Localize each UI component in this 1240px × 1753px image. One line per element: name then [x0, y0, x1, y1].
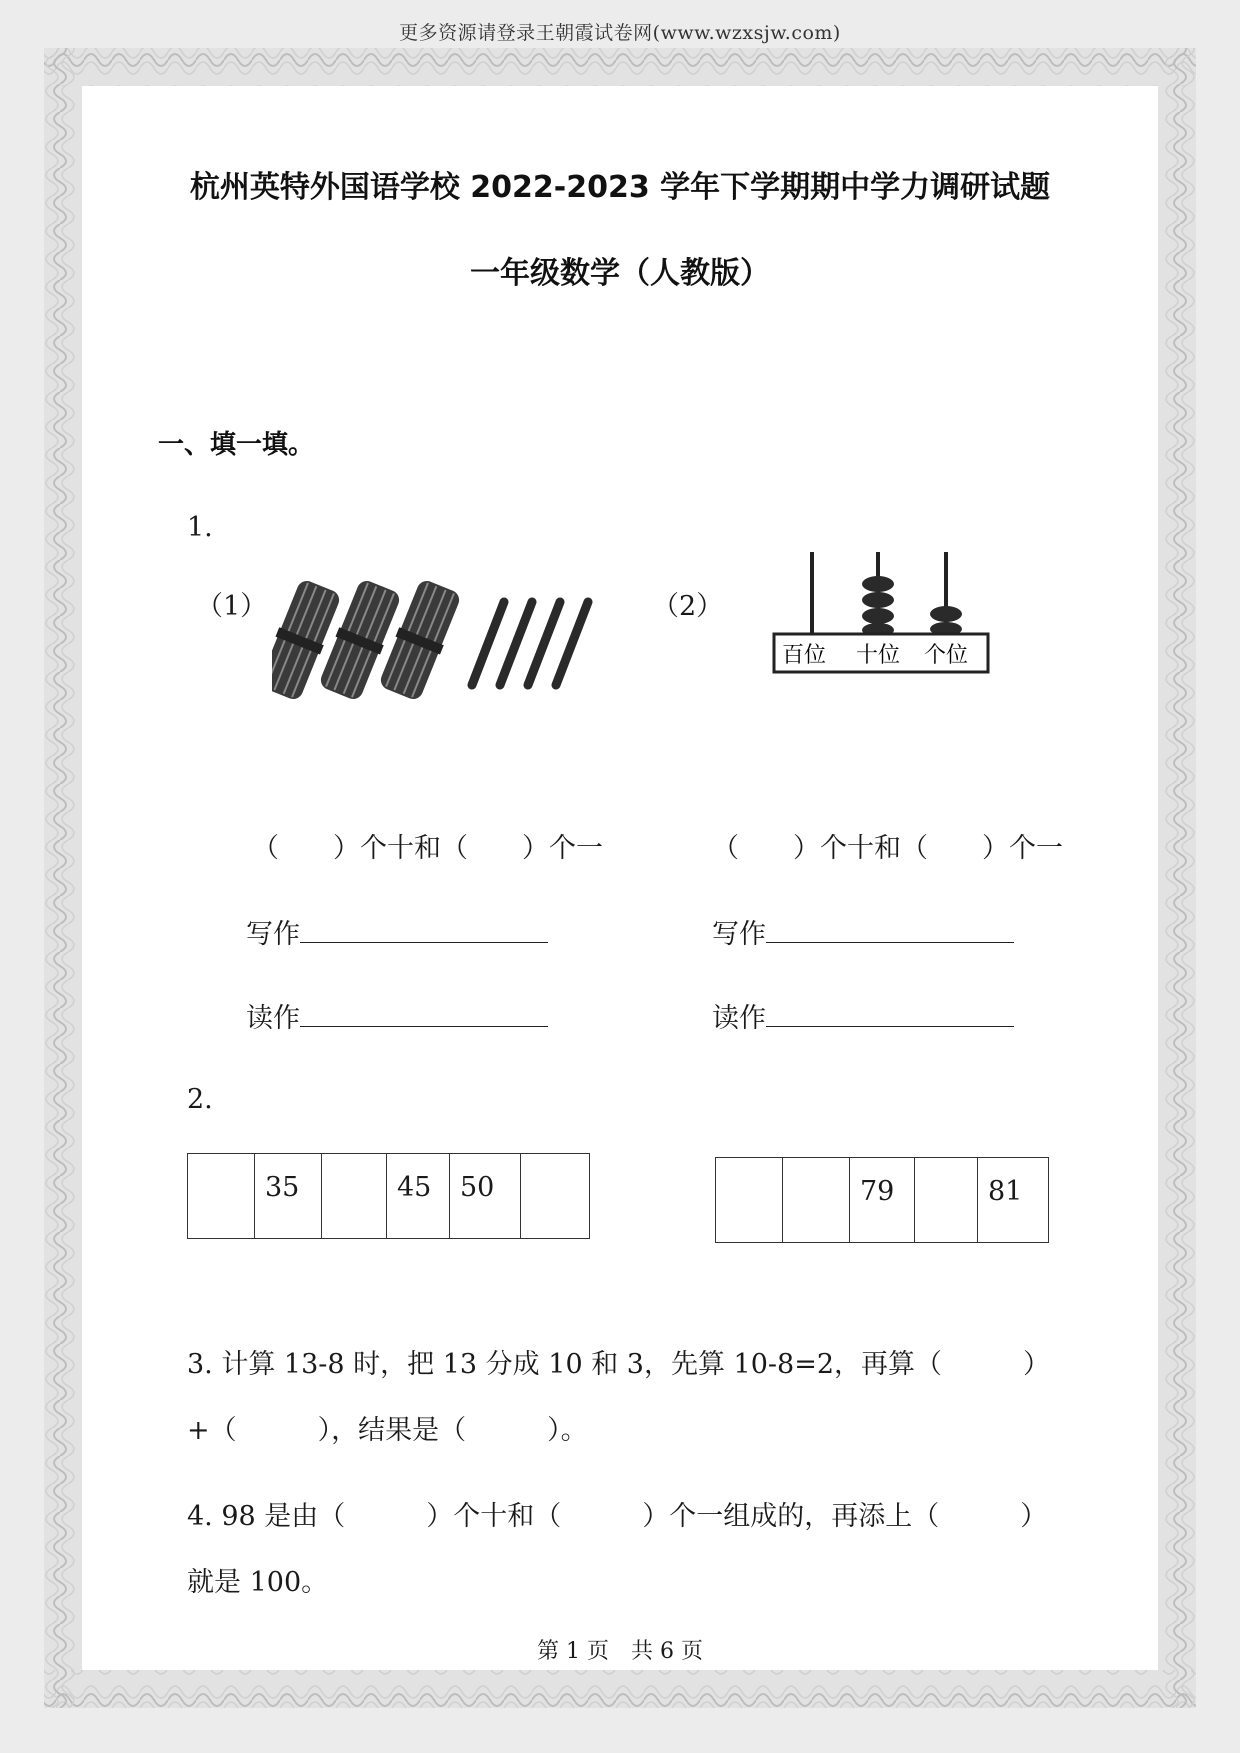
- read-label: 读作: [712, 1003, 766, 1034]
- abacus-image: [766, 548, 996, 674]
- sequence-cell: 81: [978, 1158, 1049, 1243]
- page-footer: 第 1 页 共 6 页: [537, 1639, 703, 1664]
- abacus-label-hundreds: 百位: [781, 643, 827, 668]
- question-4-line-2: 就是 100。: [187, 1567, 329, 1598]
- q1-part1-write-row: [246, 912, 548, 951]
- read-answer-line[interactable]: [300, 1000, 548, 1027]
- sequence-cell[interactable]: [716, 1158, 783, 1243]
- q1-part1-label: （1）: [196, 591, 268, 622]
- sequence-cell[interactable]: [322, 1154, 387, 1239]
- single-sticks: [472, 602, 588, 685]
- question-1-number: 1.: [187, 512, 213, 543]
- q1-part2-label: （2）: [652, 591, 724, 622]
- counting-sticks-image: [272, 580, 622, 700]
- write-answer-line[interactable]: [300, 916, 548, 943]
- abacus-beads-ones: [930, 606, 962, 636]
- sequence-cell[interactable]: [915, 1158, 978, 1243]
- number-sequence-table-1: [187, 1153, 590, 1239]
- sequence-cell: 45: [387, 1154, 450, 1239]
- number-sequence-table-2: [715, 1157, 1049, 1243]
- sequence-cell[interactable]: [783, 1158, 850, 1243]
- top-banner: 更多资源请登录王朝霞试卷网(www.wzxsjw.com): [399, 22, 841, 44]
- read-label: 读作: [246, 1003, 300, 1034]
- write-label: 写作: [712, 919, 766, 950]
- sequence-cell: 35: [255, 1154, 322, 1239]
- write-label: 写作: [246, 919, 300, 950]
- question-3-line-2: +（ ），结果是（ ）。: [187, 1415, 588, 1446]
- sequence-cell: 79: [850, 1158, 915, 1243]
- q1-part1-read-row: [246, 996, 548, 1035]
- read-answer-line[interactable]: [766, 1000, 1014, 1027]
- sequence-cell[interactable]: [188, 1154, 255, 1239]
- sequence-cell[interactable]: [521, 1154, 590, 1239]
- abacus-beads-tens: [862, 576, 894, 637]
- q1-part2-read-row: [712, 996, 1014, 1035]
- page-title: 杭州英特外国语学校 2022-2023 学年下学期期中学力调研试题: [189, 170, 1051, 205]
- q1-part1-tens-ones: （ ）个十和（ ）个一: [252, 833, 603, 864]
- question-3-line-1: 3. 计算 13-8 时，把 13 分成 10 和 3，先算 10-8=2，再算（ ）: [187, 1349, 1051, 1380]
- q1-part2-tens-ones: （ ）个十和（ ）个一: [712, 833, 1063, 864]
- write-answer-line[interactable]: [766, 916, 1014, 943]
- question-2-number: 2.: [187, 1084, 213, 1115]
- section-heading: 一、填一填。: [158, 430, 315, 460]
- page-subtitle: 一年级数学（人教版）: [470, 256, 770, 291]
- abacus-label-ones: 个位: [923, 643, 969, 668]
- sequence-cell: 50: [450, 1154, 521, 1239]
- abacus-label-tens: 十位: [855, 643, 901, 668]
- question-4-line-1: 4. 98 是由（ ）个十和（ ）个一组成的，再添上（ ）: [187, 1501, 1048, 1532]
- q1-part2-write-row: [712, 912, 1014, 951]
